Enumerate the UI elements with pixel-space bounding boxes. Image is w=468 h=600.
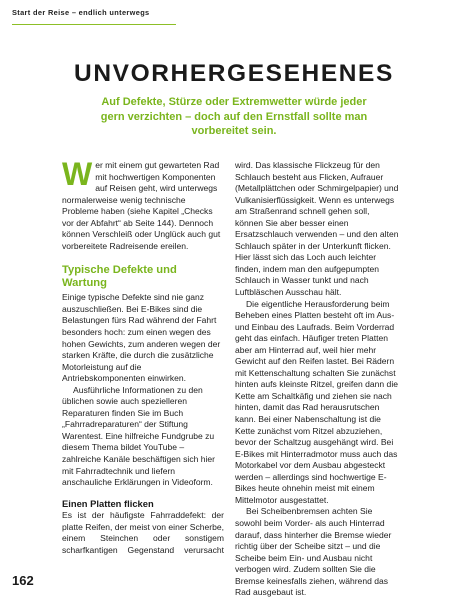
section-paragraph-1: Einige typische Defekte sind nie ganz auszuschließen. Bei E-Bikes sind die Belastungen fürs Rad während der Fahrt besonders hoch: zum einen wegen des hohen Gewichts, zum anderen wegen der starken Kräfte, die durch die zusätzliche Motorleistung auf die Antriebskomponenten einwirken. <box>62 292 221 384</box>
article-title: UNVORHERGESEHENES <box>74 60 394 87</box>
page-number: 162 <box>12 573 34 588</box>
subsection-paragraph-1: Es ist der häufigste Fahrraddefekt: der platte Reifen, der meist von einer Scherbe, einem Steinchen oder sonstigem scharfkantigen Gegenstand verursacht <box>62 510 225 555</box>
intro-text: er mit einem gut gewarteten Rad mit hochwertigen Komponenten auf Reisen geht, wird unterwegs normalerweise wenig technische Probleme haben (siehe Kapitel „Checks vor der Abfahrt“ ab Seite 144). Dennoch können Verschleiß oder Unglück auch gut vorbereitete Radreisende ereilen. <box>62 160 221 251</box>
drop-cap: W <box>62 156 93 192</box>
intro-paragraph <box>62 156 224 252</box>
running-head-rule <box>12 24 176 25</box>
subsection-paragraph-3: Bei Scheibenbremsen achten Sie sowohl beim Vorder- als auch Hinterrad darauf, dass hinterher die Bremse wieder richtig über der Scheibe sitzt – und die Scheibe beim Ein- und Ausbau nicht verbogen wird. Zudem sollten Sie die Bremse keinesfalls ziehen, während das Rad ausgebaut ist. <box>235 506 392 598</box>
article-lead: Auf Defekte, Stürze oder Extremwetter würde jeder gern verzichten – doch auf den Ernstfall sollte man vorbereitet sein. <box>100 96 368 137</box>
subsection-paragraph-2: Die eigentliche Herausforderung beim Beheben eines Platten besteht oft im Aus- und Einbau des Laufrads. Beim Vorderrad geht das einfach. Häufiger treten Platten aber am Hinterrad auf, weil hier mehr Gewicht auf den Reifen lastet. Bei Rädern mit Kettenschaltung schalten Sie zunächst hinten aufs kleinste Ritzel, greifen dann die Kette am Schaltkäfig und ziehen sie nach hinten, damit das Rad herausrutschen kann. Bei einer Nabenschaltung ist die Kette zunächst vom Ritzel abzuziehen, bevor der Schaltzug ausgehängt wird. Bei E-Bikes mit Hinterradmotor muss auch das Motorkabel vor dem Ausbau abgesteckt werden – allerdings sind hochwertige E-Bikes heute ohnehin meist mit einem Mittelmotor ausgestattet. <box>235 298 398 505</box>
running-head: Start der Reise – endlich unterwegs <box>12 8 150 17</box>
text-column-left <box>62 156 225 556</box>
section-heading: Typische Defekte und Wartung <box>62 264 177 290</box>
text-column-right <box>235 160 399 599</box>
subsection-paragraph-1-continued: wird. Das klassische Flickzeug für den Schlauch besteht aus Flicken, Aufrauer (Metallplättchen oder Schmirgelpapier) und Vulkanisierflüssigkeit. Wenn es unterwegs am Straßenrand schnell gehen soll, können Sie aber besser einen Ersatzschlauch verwenden – und den alten Schlauch später in der Unterkunft flicken. Hier lässt sich das Loch auch leichter finden, indem man den aufgepumpten Schlauch in Wasser tunkt und nach Luftbläschen Ausschau hält. <box>235 160 399 298</box>
subheading: Einen Platten flicken <box>62 497 154 509</box>
section-paragraph-2: Ausführliche Informationen zu den üblichen sowie auch spezielleren Reparaturen finden Sie im Buch „Fahrradreparaturen“ der Stiftung Warentest. Eine hilfreiche Fundgrube zu diesem Thema bildet YouTube – zahlreiche Kanäle beschäftigen sich hier mit Fahrradtechnik und liefern anschauliche Erklärungen in Videoform. <box>62 384 215 488</box>
